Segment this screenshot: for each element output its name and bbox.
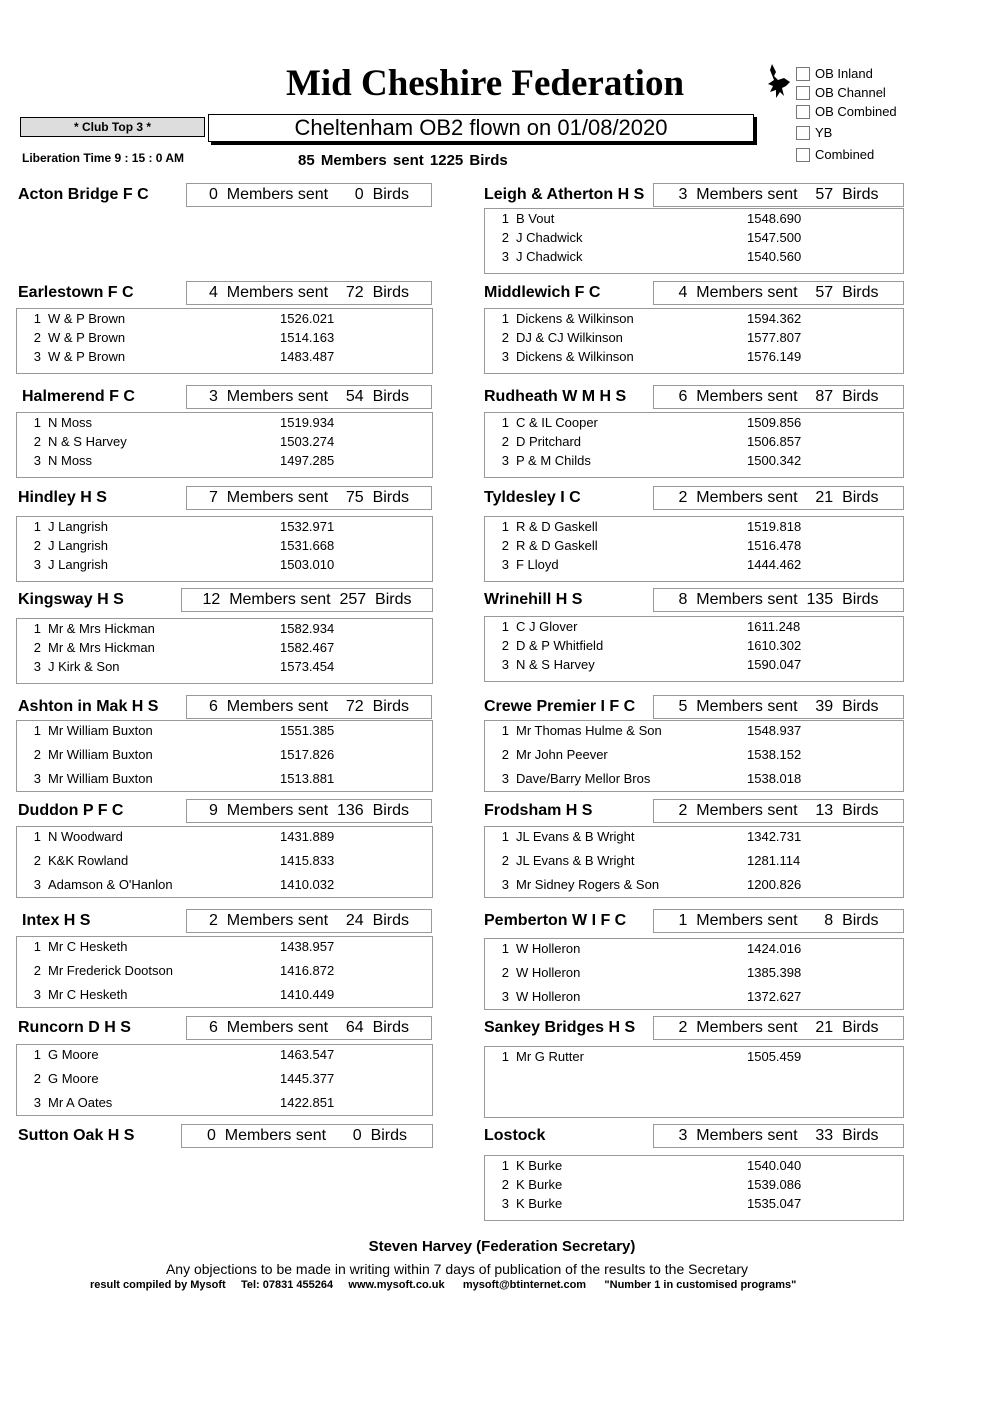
fancier-name: N Woodward bbox=[48, 829, 123, 844]
velocity-value: 1422.851 bbox=[280, 1095, 335, 1110]
result-position: 2 bbox=[501, 965, 509, 980]
checkbox-icon[interactable] bbox=[796, 67, 810, 81]
fancier-name: W & P Brown bbox=[48, 330, 126, 345]
result-position: 2 bbox=[33, 330, 41, 345]
club-name: Tyldesley I C bbox=[484, 489, 581, 506]
fancier-name: J Kirk & Son bbox=[48, 659, 120, 674]
velocity-value: 1526.021 bbox=[280, 311, 335, 326]
velocity-value: 1483.487 bbox=[280, 349, 335, 364]
result-position: 2 bbox=[501, 747, 509, 762]
result-position: 2 bbox=[501, 1177, 509, 1192]
result-position: 2 bbox=[33, 747, 41, 762]
velocity-value: 1415.833 bbox=[280, 853, 335, 868]
result-position: 2 bbox=[501, 853, 509, 868]
secretary-signature: Steven Harvey (Federation Secretary) bbox=[368, 1238, 636, 1255]
result-position: 3 bbox=[33, 1095, 41, 1110]
result-position: 1 bbox=[501, 415, 509, 430]
club-name: Hindley H S bbox=[18, 489, 107, 506]
result-position: 3 bbox=[33, 987, 41, 1002]
fancier-name: B Vout bbox=[516, 211, 555, 226]
fancier-name: Mr William Buxton bbox=[48, 771, 153, 786]
velocity-value: 1538.152 bbox=[747, 747, 802, 762]
category-combined[interactable]: Combined bbox=[796, 147, 956, 163]
results-box bbox=[16, 412, 433, 478]
club-name: Intex H S bbox=[22, 912, 91, 929]
results-box bbox=[16, 936, 433, 1008]
club-name: Sutton Oak H S bbox=[18, 1127, 135, 1144]
liberation-time: Liberation Time 9 : 15 : 0 AM bbox=[22, 151, 185, 165]
club-name: Leigh & Atherton H S bbox=[484, 186, 645, 203]
fancier-name: K Burke bbox=[516, 1177, 563, 1192]
fancier-name: Mr G Rutter bbox=[516, 1049, 584, 1064]
velocity-value: 1540.040 bbox=[747, 1158, 802, 1173]
result-position: 3 bbox=[501, 877, 509, 892]
result-position: 3 bbox=[501, 249, 509, 264]
result-position: 2 bbox=[501, 638, 509, 653]
results-box bbox=[16, 720, 433, 792]
velocity-value: 1548.937 bbox=[747, 723, 802, 738]
fancier-name: W & P Brown bbox=[48, 311, 126, 326]
fancier-name: W Holleron bbox=[516, 989, 581, 1004]
fancier-name: R & D Gaskell bbox=[516, 538, 598, 553]
result-position: 2 bbox=[501, 230, 509, 245]
velocity-value: 1503.010 bbox=[280, 557, 335, 572]
result-position: 1 bbox=[33, 829, 41, 844]
members-sent-box: 7 Members sent 75 Birds bbox=[186, 486, 432, 510]
members-sent-box: 6 Members sent 72 Birds bbox=[186, 695, 432, 719]
fancier-name: JL Evans & B Wright bbox=[516, 853, 635, 868]
fancier-name: Mr John Peever bbox=[516, 747, 608, 762]
velocity-value: 1582.934 bbox=[280, 621, 335, 636]
club-name: Runcorn D H S bbox=[18, 1019, 131, 1036]
results-box bbox=[16, 308, 433, 374]
club-name: Crewe Premier I F C bbox=[484, 698, 636, 715]
results-box bbox=[484, 208, 904, 274]
results-box bbox=[484, 516, 904, 582]
club-name: Wrinehill H S bbox=[484, 591, 583, 608]
fancier-name: Dickens & Wilkinson bbox=[516, 311, 634, 326]
result-position: 3 bbox=[33, 877, 41, 892]
fancier-name: G Moore bbox=[48, 1047, 99, 1062]
result-position: 2 bbox=[33, 640, 41, 655]
compiled-by: result compiled by Mysoft Tel: 07831 455264 www.mysoft.co.uk mysoft@btinternet.com "Number 1 in customised programs" bbox=[90, 1279, 797, 1291]
category-ob-channel[interactable]: OB Channel bbox=[796, 85, 956, 101]
fancier-name: N Moss bbox=[48, 415, 93, 430]
club-name: Duddon P F C bbox=[18, 802, 124, 819]
result-position: 2 bbox=[33, 1071, 41, 1086]
velocity-value: 1463.547 bbox=[280, 1047, 335, 1062]
club-name: Earlestown F C bbox=[18, 284, 134, 301]
velocity-value: 1519.934 bbox=[280, 415, 335, 430]
fancier-name: W Holleron bbox=[516, 941, 581, 956]
fancier-name: Adamson & O'Hanlon bbox=[48, 877, 173, 892]
members-sent-box: 8 Members sent 135 Birds bbox=[653, 588, 904, 612]
members-sent-box: 0 Members sent 0 Birds bbox=[181, 1124, 433, 1148]
club-name: Kingsway H S bbox=[18, 591, 124, 608]
velocity-value: 1582.467 bbox=[280, 640, 335, 655]
result-position: 3 bbox=[501, 1196, 509, 1211]
members-sent-box: 2 Members sent 13 Birds bbox=[653, 799, 904, 823]
results-box bbox=[484, 720, 904, 792]
members-sent-box: 3 Members sent 54 Birds bbox=[186, 385, 432, 409]
velocity-value: 1506.857 bbox=[747, 434, 802, 449]
results-box bbox=[484, 308, 904, 374]
velocity-value: 1576.149 bbox=[747, 349, 802, 364]
velocity-value: 1497.285 bbox=[280, 453, 335, 468]
results-box bbox=[484, 938, 904, 1010]
velocity-value: 1547.500 bbox=[747, 230, 802, 245]
results-box bbox=[484, 1046, 904, 1118]
velocity-value: 1410.449 bbox=[280, 987, 335, 1002]
velocity-value: 1548.690 bbox=[747, 211, 802, 226]
result-position: 1 bbox=[33, 519, 41, 534]
velocity-value: 1531.668 bbox=[280, 538, 335, 553]
results-box bbox=[16, 1044, 433, 1116]
fancier-name: N & S Harvey bbox=[48, 434, 127, 449]
members-sent-box: 2 Members sent 21 Birds bbox=[653, 1016, 904, 1040]
result-position: 1 bbox=[33, 1047, 41, 1062]
velocity-value: 1611.248 bbox=[747, 619, 801, 634]
velocity-value: 1514.163 bbox=[280, 330, 335, 345]
fancier-name: R & D Gaskell bbox=[516, 519, 598, 534]
result-position: 3 bbox=[33, 453, 41, 468]
fancier-name: G Moore bbox=[48, 1071, 99, 1086]
velocity-value: 1594.362 bbox=[747, 311, 802, 326]
result-position: 1 bbox=[501, 311, 509, 326]
results-box bbox=[484, 616, 904, 682]
results-box bbox=[484, 412, 904, 478]
velocity-value: 1538.018 bbox=[747, 771, 802, 786]
fancier-name: N Moss bbox=[48, 453, 93, 468]
fancier-name: Mr Sidney Rogers & Son bbox=[516, 877, 660, 892]
velocity-value: 1424.016 bbox=[747, 941, 802, 956]
members-sent-box: 4 Members sent 57 Birds bbox=[653, 281, 904, 305]
fancier-name: Mr William Buxton bbox=[48, 723, 153, 738]
velocity-value: 1500.342 bbox=[747, 453, 802, 468]
results-box bbox=[16, 516, 433, 582]
objections-notice: Any objections to be made in writing within 7 days of publication of the results to the Secretary bbox=[165, 1261, 749, 1277]
fancier-name: JL Evans & B Wright bbox=[516, 829, 635, 844]
fancier-name: Mr C Hesketh bbox=[48, 939, 128, 954]
result-position: 3 bbox=[501, 771, 509, 786]
club-name: Rudheath W M H S bbox=[484, 388, 627, 405]
fancier-name: N & S Harvey bbox=[516, 657, 595, 672]
result-position: 1 bbox=[33, 621, 41, 636]
result-position: 1 bbox=[501, 1049, 509, 1064]
fancier-name: K Burke bbox=[516, 1196, 563, 1211]
velocity-value: 1516.478 bbox=[747, 538, 802, 553]
members-sent-box: 5 Members sent 39 Birds bbox=[653, 695, 904, 719]
velocity-value: 1431.889 bbox=[280, 829, 335, 844]
result-position: 1 bbox=[501, 211, 509, 226]
result-position: 3 bbox=[501, 989, 509, 1004]
result-position: 1 bbox=[33, 311, 41, 326]
fancier-name: Mr Frederick Dootson bbox=[48, 963, 173, 978]
checkbox-icon[interactable] bbox=[796, 86, 810, 100]
result-position: 2 bbox=[33, 538, 41, 553]
result-position: 3 bbox=[501, 349, 509, 364]
velocity-value: 1532.971 bbox=[280, 519, 335, 534]
fancier-name: F Lloyd bbox=[516, 557, 559, 572]
result-position: 1 bbox=[501, 1158, 509, 1173]
result-position: 3 bbox=[33, 771, 41, 786]
velocity-value: 1539.086 bbox=[747, 1177, 802, 1192]
result-position: 3 bbox=[33, 659, 41, 674]
members-sent-box: 6 Members sent 87 Birds bbox=[653, 385, 904, 409]
members-sent-box: 2 Members sent 21 Birds bbox=[653, 486, 904, 510]
club-name: Middlewich F C bbox=[484, 284, 601, 301]
club-top-label: * Club Top 3 * bbox=[20, 117, 205, 137]
members-sent-box: 2 Members sent 24 Birds bbox=[186, 909, 432, 933]
results-box bbox=[484, 826, 904, 898]
result-position: 1 bbox=[33, 723, 41, 738]
velocity-value: 1577.807 bbox=[747, 330, 802, 345]
fancier-name: J Langrish bbox=[48, 538, 108, 553]
velocity-value: 1281.114 bbox=[747, 853, 801, 868]
fancier-name: Mr & Mrs Hickman bbox=[48, 640, 155, 655]
page-title: Mid Cheshire Federation bbox=[285, 63, 685, 104]
velocity-value: 1200.826 bbox=[747, 877, 802, 892]
members-sent-box: 3 Members sent 33 Birds bbox=[653, 1124, 904, 1148]
results-box bbox=[16, 826, 433, 898]
fancier-name: Mr C Hesketh bbox=[48, 987, 128, 1002]
result-position: 2 bbox=[33, 853, 41, 868]
velocity-value: 1445.377 bbox=[280, 1071, 335, 1086]
category-yb[interactable]: YB bbox=[796, 125, 956, 141]
members-sent-box: 1 Members sent 8 Birds bbox=[653, 909, 904, 933]
checkbox-icon[interactable] bbox=[796, 126, 810, 140]
club-name: Halmerend F C bbox=[22, 388, 135, 405]
velocity-value: 1444.462 bbox=[747, 557, 802, 572]
results-box bbox=[16, 618, 433, 684]
fancier-name: J Chadwick bbox=[516, 249, 583, 264]
result-position: 1 bbox=[33, 939, 41, 954]
fancier-name: Mr A Oates bbox=[48, 1095, 113, 1110]
velocity-value: 1590.047 bbox=[747, 657, 802, 672]
result-position: 1 bbox=[501, 723, 509, 738]
result-position: 2 bbox=[501, 538, 509, 553]
club-name: Sankey Bridges H S bbox=[484, 1019, 636, 1036]
velocity-value: 1416.872 bbox=[280, 963, 335, 978]
result-position: 2 bbox=[33, 434, 41, 449]
velocity-value: 1503.274 bbox=[280, 434, 335, 449]
velocity-value: 1513.881 bbox=[280, 771, 335, 786]
velocity-value: 1540.560 bbox=[747, 249, 802, 264]
result-position: 1 bbox=[33, 415, 41, 430]
members-sent-box: 3 Members sent 57 Birds bbox=[653, 183, 904, 207]
velocity-value: 1519.818 bbox=[747, 519, 802, 534]
members-sent-box: 4 Members sent 72 Birds bbox=[186, 281, 432, 305]
result-position: 1 bbox=[501, 941, 509, 956]
fancier-name: DJ & CJ Wilkinson bbox=[516, 330, 623, 345]
velocity-value: 1551.385 bbox=[280, 723, 335, 738]
fancier-name: J Langrish bbox=[48, 557, 108, 572]
fancier-name: Mr William Buxton bbox=[48, 747, 153, 762]
fancier-name: P & M Childs bbox=[516, 453, 591, 468]
fancier-name: K&K Rowland bbox=[48, 853, 129, 868]
velocity-value: 1342.731 bbox=[747, 829, 802, 844]
result-position: 2 bbox=[33, 963, 41, 978]
velocity-value: 1385.398 bbox=[747, 965, 802, 980]
velocity-value: 1610.302 bbox=[747, 638, 802, 653]
fancier-name: Dickens & Wilkinson bbox=[516, 349, 634, 364]
club-name: Pemberton W I F C bbox=[484, 912, 627, 929]
checkbox-icon[interactable] bbox=[796, 148, 810, 162]
members-sent-box: 6 Members sent 64 Birds bbox=[186, 1016, 432, 1040]
category-ob-combined[interactable]: OB Combined bbox=[796, 104, 956, 120]
velocity-value: 1517.826 bbox=[280, 747, 335, 762]
fancier-name: Mr Thomas Hulme & Son bbox=[516, 723, 662, 738]
result-position: 1 bbox=[501, 829, 509, 844]
result-position: 3 bbox=[501, 657, 509, 672]
velocity-value: 1535.047 bbox=[747, 1196, 802, 1211]
club-name: Ashton in Mak H S bbox=[18, 698, 159, 715]
fancier-name: Dave/Barry Mellor Bros bbox=[516, 771, 651, 786]
result-position: 1 bbox=[501, 519, 509, 534]
velocity-value: 1505.459 bbox=[747, 1049, 802, 1064]
race-title: Cheltenham OB2 flown on 01/08/2020 bbox=[208, 114, 754, 142]
category-ob-inland[interactable]: OB Inland bbox=[796, 66, 956, 82]
fancier-name: D & P Whitfield bbox=[516, 638, 604, 653]
fancier-name: K Burke bbox=[516, 1158, 563, 1173]
fancier-name: W Holleron bbox=[516, 965, 581, 980]
result-position: 3 bbox=[33, 557, 41, 572]
fancier-name: D Pritchard bbox=[516, 434, 582, 449]
checkbox-icon[interactable] bbox=[796, 105, 810, 119]
members-sent-box: 12 Members sent 257 Birds bbox=[181, 588, 433, 612]
fancier-name: C J Glover bbox=[516, 619, 578, 634]
result-position: 2 bbox=[501, 330, 509, 345]
velocity-value: 1509.856 bbox=[747, 415, 802, 430]
velocity-value: 1410.032 bbox=[280, 877, 335, 892]
results-box bbox=[484, 1155, 904, 1221]
fancier-name: J Langrish bbox=[48, 519, 108, 534]
club-name: Lostock bbox=[484, 1127, 546, 1144]
result-position: 3 bbox=[33, 349, 41, 364]
fancier-name: W & P Brown bbox=[48, 349, 126, 364]
members-sent-box: 9 Members sent 136 Birds bbox=[186, 799, 432, 823]
velocity-value: 1573.454 bbox=[280, 659, 335, 674]
club-name: Acton Bridge F C bbox=[18, 186, 149, 203]
result-position: 2 bbox=[501, 434, 509, 449]
pigeon-logo-icon bbox=[764, 62, 794, 102]
federation-totals: 85 Members sent 1225 Birds bbox=[298, 152, 508, 169]
fancier-name: C & IL Cooper bbox=[516, 415, 598, 430]
velocity-value: 1372.627 bbox=[747, 989, 802, 1004]
result-position: 3 bbox=[501, 557, 509, 572]
fancier-name: Mr & Mrs Hickman bbox=[48, 621, 155, 636]
result-position: 1 bbox=[501, 619, 509, 634]
members-sent-box: 0 Members sent 0 Birds bbox=[186, 183, 432, 207]
fancier-name: J Chadwick bbox=[516, 230, 583, 245]
result-position: 3 bbox=[501, 453, 509, 468]
club-name: Frodsham H S bbox=[484, 802, 593, 819]
velocity-value: 1438.957 bbox=[280, 939, 335, 954]
